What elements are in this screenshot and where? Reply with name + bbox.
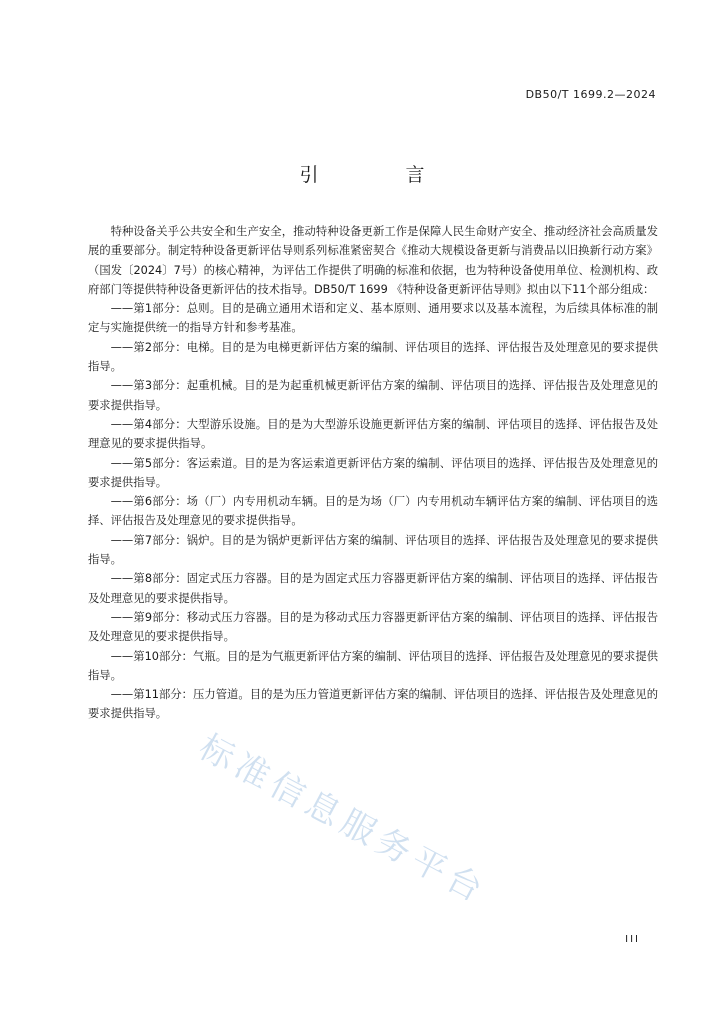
part-11-paragraph: ——第11部分：压力管道。目的是为压力管道更新评估方案的编制、评估项目的选择、评估报告及处理意见的要求提供指导。 bbox=[88, 688, 658, 721]
intro-paragraph: 特种设备关乎公共安全和生产安全，推动特种设备更新工作是保障人民生命财产安全、推动经济社会高质量发展的重要部分。制定特种设备更新评估导则系列标准紧密契合《推动大规模设备更新与消费品以旧换新行动方案》（国发〔2024〕7号）的核心精神，为评估工作提供了明确的标准和依据，也为特种设备使用单位、检测机构、政府部门等提供特种设备更新评估的技术指导。DB50/T 1699 《特种设备更新评估导则》拟由以下11个部分组成： bbox=[88, 225, 658, 296]
part-10-paragraph: ——第10部分：气瓶。目的是为气瓶更新评估方案的编制、评估项目的选择、评估报告及处理意见的要求提供指导。 bbox=[88, 649, 658, 682]
watermark-text: 标准信息服务平台 bbox=[192, 727, 494, 913]
part-1-paragraph: ——第1部分：总则。目的是确立通用术语和定义、基本原则、通用要求以及基本流程，为后续具体标准的制定与实施提供统一的指导方针和参考基准。 bbox=[88, 302, 658, 335]
part-6-paragraph: ——第6部分：场（厂）内专用机动车辆。目的是为场（厂）内专用机动车辆评估方案的编制、评估项目的选择、评估报告及处理意见的要求提供指导。 bbox=[88, 495, 658, 528]
page-title: 引 言 bbox=[299, 164, 459, 186]
part-7-paragraph: ——第7部分：锅炉。目的是为锅炉更新评估方案的编制、评估项目的选择、评估报告及处理意见的要求提供指导。 bbox=[88, 533, 658, 567]
introduction-body bbox=[88, 222, 658, 724]
part-5-paragraph: ——第5部分：客运索道。目的是为客运索道更新评估方案的编制、评估项目的选择、评估报告及处理意见的要求提供指导。 bbox=[88, 456, 658, 489]
page-number: III bbox=[625, 934, 640, 945]
document-code: DB50/T 1699.2—2024 bbox=[525, 88, 656, 101]
part-9-paragraph: ——第9部分：移动式压力容器。目的是为移动式压力容器更新评估方案的编制、评估项目的选择、评估报告及处理意见的要求提供指导。 bbox=[88, 610, 658, 644]
part-8-paragraph: ——第8部分：固定式压力容器。目的是为固定式压力容器更新评估方案的编制、评估项目的选择、评估报告及处理意见的要求提供指导。 bbox=[88, 572, 658, 605]
part-4-paragraph: ——第4部分：大型游乐设施。目的是为大型游乐设施更新评估方案的编制、评估项目的选择、评估报告及处理意见的要求提供指导。 bbox=[88, 417, 658, 451]
part-3-paragraph: ——第3部分：起重机械。目的是为起重机械更新评估方案的编制、评估项目的选择、评估报告及处理意见的要求提供指导。 bbox=[88, 379, 658, 412]
part-2-paragraph: ——第2部分：电梯。目的是为电梯更新评估方案的编制、评估项目的选择、评估报告及处理意见的要求提供指导。 bbox=[88, 340, 658, 374]
